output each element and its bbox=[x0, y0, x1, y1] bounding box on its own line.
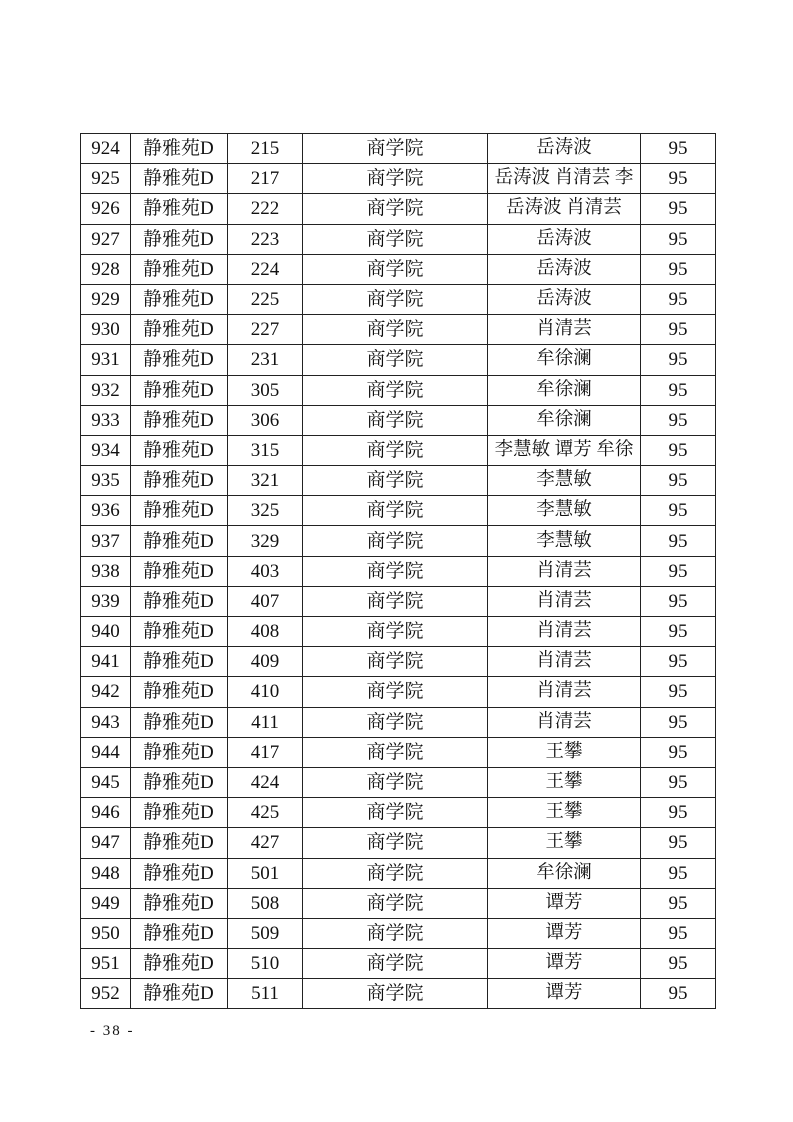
building-cell: 静雅苑D bbox=[131, 979, 228, 1009]
row-number-cell: 945 bbox=[81, 767, 131, 797]
table-row bbox=[81, 164, 716, 194]
score-cell: 95 bbox=[641, 707, 716, 737]
college-cell: 商学院 bbox=[303, 798, 488, 828]
score-cell: 95 bbox=[641, 284, 716, 314]
teacher-names: 肖清芸 bbox=[536, 711, 592, 732]
building-cell: 静雅苑D bbox=[131, 375, 228, 405]
room-number-cell: 511 bbox=[228, 979, 303, 1009]
college-cell: 商学院 bbox=[303, 435, 488, 465]
teacher-cell bbox=[488, 345, 641, 375]
score-cell: 95 bbox=[641, 586, 716, 616]
table-row bbox=[81, 979, 716, 1009]
teacher-names: 谭芳 bbox=[545, 892, 583, 913]
teacher-names: 王攀 bbox=[545, 802, 583, 823]
building-cell: 静雅苑D bbox=[131, 315, 228, 345]
teacher-cell bbox=[488, 828, 641, 858]
teacher-names: 李慧敏 bbox=[536, 470, 592, 491]
teacher-names: 王攀 bbox=[545, 741, 583, 762]
table-row bbox=[81, 405, 716, 435]
room-number-cell: 410 bbox=[228, 677, 303, 707]
room-number-cell: 411 bbox=[228, 707, 303, 737]
score-cell: 95 bbox=[641, 677, 716, 707]
building-cell: 静雅苑D bbox=[131, 526, 228, 556]
college-cell: 商学院 bbox=[303, 315, 488, 345]
table-row bbox=[81, 345, 716, 375]
building-cell: 静雅苑D bbox=[131, 556, 228, 586]
teacher-names: 谭芳 bbox=[545, 953, 583, 974]
teacher-cell bbox=[488, 194, 641, 224]
teacher-names: 岳涛波 肖清芸 李 bbox=[494, 168, 634, 189]
room-number-cell: 315 bbox=[228, 435, 303, 465]
building-cell: 静雅苑D bbox=[131, 224, 228, 254]
teacher-names: 牟徐澜 bbox=[536, 349, 592, 370]
teacher-cell bbox=[488, 798, 641, 828]
room-number-cell: 223 bbox=[228, 224, 303, 254]
room-number-cell: 222 bbox=[228, 194, 303, 224]
score-cell: 95 bbox=[641, 496, 716, 526]
college-cell: 商学院 bbox=[303, 556, 488, 586]
building-cell: 静雅苑D bbox=[131, 134, 228, 164]
college-cell: 商学院 bbox=[303, 888, 488, 918]
teacher-cell bbox=[488, 949, 641, 979]
row-number-cell: 938 bbox=[81, 556, 131, 586]
teacher-names: 肖清芸 bbox=[536, 651, 592, 672]
room-number-cell: 508 bbox=[228, 888, 303, 918]
score-cell: 95 bbox=[641, 949, 716, 979]
building-cell: 静雅苑D bbox=[131, 284, 228, 314]
table-row bbox=[81, 284, 716, 314]
college-cell: 商学院 bbox=[303, 767, 488, 797]
room-number-cell: 510 bbox=[228, 949, 303, 979]
score-cell: 95 bbox=[641, 254, 716, 284]
building-cell: 静雅苑D bbox=[131, 435, 228, 465]
score-cell: 95 bbox=[641, 617, 716, 647]
teacher-names: 王攀 bbox=[545, 772, 583, 793]
table-row bbox=[81, 949, 716, 979]
row-number-cell: 948 bbox=[81, 858, 131, 888]
building-cell: 静雅苑D bbox=[131, 496, 228, 526]
row-number-cell: 925 bbox=[81, 164, 131, 194]
teacher-cell bbox=[488, 918, 641, 948]
college-cell: 商学院 bbox=[303, 375, 488, 405]
college-cell: 商学院 bbox=[303, 194, 488, 224]
teacher-cell bbox=[488, 496, 641, 526]
college-cell: 商学院 bbox=[303, 918, 488, 948]
college-cell: 商学院 bbox=[303, 737, 488, 767]
building-cell: 静雅苑D bbox=[131, 707, 228, 737]
row-number-cell: 952 bbox=[81, 979, 131, 1009]
teacher-cell bbox=[488, 405, 641, 435]
room-number-cell: 215 bbox=[228, 134, 303, 164]
teacher-names: 肖清芸 bbox=[536, 590, 592, 611]
table-row bbox=[81, 858, 716, 888]
teacher-cell bbox=[488, 888, 641, 918]
row-number-cell: 931 bbox=[81, 345, 131, 375]
dormitory-score-table bbox=[80, 133, 716, 1009]
row-number-cell: 930 bbox=[81, 315, 131, 345]
teacher-names: 李慧敏 bbox=[536, 500, 592, 521]
row-number-cell: 926 bbox=[81, 194, 131, 224]
score-cell: 95 bbox=[641, 224, 716, 254]
score-cell: 95 bbox=[641, 888, 716, 918]
score-cell: 95 bbox=[641, 134, 716, 164]
building-cell: 静雅苑D bbox=[131, 677, 228, 707]
college-cell: 商学院 bbox=[303, 405, 488, 435]
score-cell: 95 bbox=[641, 798, 716, 828]
row-number-cell: 942 bbox=[81, 677, 131, 707]
college-cell: 商学院 bbox=[303, 828, 488, 858]
building-cell: 静雅苑D bbox=[131, 466, 228, 496]
teacher-cell bbox=[488, 164, 641, 194]
teacher-names: 牟徐澜 bbox=[536, 862, 592, 883]
building-cell: 静雅苑D bbox=[131, 767, 228, 797]
teacher-cell bbox=[488, 707, 641, 737]
college-cell: 商学院 bbox=[303, 858, 488, 888]
teacher-names: 岳涛波 bbox=[536, 138, 592, 159]
teacher-cell bbox=[488, 556, 641, 586]
row-number-cell: 935 bbox=[81, 466, 131, 496]
score-cell: 95 bbox=[641, 164, 716, 194]
table-row bbox=[81, 828, 716, 858]
room-number-cell: 224 bbox=[228, 254, 303, 284]
room-number-cell: 501 bbox=[228, 858, 303, 888]
row-number-cell: 936 bbox=[81, 496, 131, 526]
teacher-cell bbox=[488, 284, 641, 314]
score-cell: 95 bbox=[641, 647, 716, 677]
room-number-cell: 417 bbox=[228, 737, 303, 767]
score-cell: 95 bbox=[641, 194, 716, 224]
score-cell: 95 bbox=[641, 345, 716, 375]
table-row bbox=[81, 767, 716, 797]
teacher-names: 牟徐澜 bbox=[536, 409, 592, 430]
college-cell: 商学院 bbox=[303, 224, 488, 254]
room-number-cell: 321 bbox=[228, 466, 303, 496]
table-row bbox=[81, 647, 716, 677]
row-number-cell: 943 bbox=[81, 707, 131, 737]
table-row bbox=[81, 435, 716, 465]
room-number-cell: 231 bbox=[228, 345, 303, 375]
teacher-names: 牟徐澜 bbox=[536, 379, 592, 400]
college-cell: 商学院 bbox=[303, 526, 488, 556]
teacher-cell bbox=[488, 677, 641, 707]
teacher-cell bbox=[488, 466, 641, 496]
teacher-cell bbox=[488, 224, 641, 254]
row-number-cell: 939 bbox=[81, 586, 131, 616]
teacher-names: 谭芳 bbox=[545, 922, 583, 943]
row-number-cell: 941 bbox=[81, 647, 131, 677]
building-cell: 静雅苑D bbox=[131, 949, 228, 979]
college-cell: 商学院 bbox=[303, 254, 488, 284]
building-cell: 静雅苑D bbox=[131, 617, 228, 647]
table-row bbox=[81, 526, 716, 556]
score-cell: 95 bbox=[641, 375, 716, 405]
room-number-cell: 329 bbox=[228, 526, 303, 556]
row-number-cell: 951 bbox=[81, 949, 131, 979]
teacher-names: 肖清芸 bbox=[536, 681, 592, 702]
college-cell: 商学院 bbox=[303, 586, 488, 616]
row-number-cell: 924 bbox=[81, 134, 131, 164]
room-number-cell: 408 bbox=[228, 617, 303, 647]
table-row bbox=[81, 194, 716, 224]
teacher-cell bbox=[488, 737, 641, 767]
score-cell: 95 bbox=[641, 405, 716, 435]
table-row bbox=[81, 466, 716, 496]
table-row bbox=[81, 677, 716, 707]
teacher-names: 王攀 bbox=[545, 832, 583, 853]
teacher-names: 岳涛波 bbox=[536, 289, 592, 310]
teacher-cell bbox=[488, 617, 641, 647]
score-cell: 95 bbox=[641, 435, 716, 465]
building-cell: 静雅苑D bbox=[131, 798, 228, 828]
row-number-cell: 928 bbox=[81, 254, 131, 284]
teacher-cell bbox=[488, 254, 641, 284]
teacher-cell bbox=[488, 526, 641, 556]
college-cell: 商学院 bbox=[303, 979, 488, 1009]
building-cell: 静雅苑D bbox=[131, 647, 228, 677]
building-cell: 静雅苑D bbox=[131, 254, 228, 284]
college-cell: 商学院 bbox=[303, 284, 488, 314]
building-cell: 静雅苑D bbox=[131, 345, 228, 375]
room-number-cell: 409 bbox=[228, 647, 303, 677]
teacher-cell bbox=[488, 134, 641, 164]
row-number-cell: 927 bbox=[81, 224, 131, 254]
teacher-names: 岳涛波 bbox=[536, 258, 592, 279]
table-row bbox=[81, 617, 716, 647]
score-cell: 95 bbox=[641, 979, 716, 1009]
row-number-cell: 929 bbox=[81, 284, 131, 314]
building-cell: 静雅苑D bbox=[131, 164, 228, 194]
room-number-cell: 325 bbox=[228, 496, 303, 526]
row-number-cell: 937 bbox=[81, 526, 131, 556]
teacher-cell bbox=[488, 375, 641, 405]
college-cell: 商学院 bbox=[303, 617, 488, 647]
teacher-names: 李慧敏 谭芳 牟徐 bbox=[494, 439, 634, 460]
room-number-cell: 227 bbox=[228, 315, 303, 345]
teacher-cell bbox=[488, 767, 641, 797]
room-number-cell: 217 bbox=[228, 164, 303, 194]
teacher-names: 岳涛波 bbox=[536, 228, 592, 249]
teacher-cell bbox=[488, 858, 641, 888]
building-cell: 静雅苑D bbox=[131, 828, 228, 858]
score-cell: 95 bbox=[641, 737, 716, 767]
college-cell: 商学院 bbox=[303, 134, 488, 164]
teacher-cell bbox=[488, 435, 641, 465]
table-row bbox=[81, 556, 716, 586]
room-number-cell: 306 bbox=[228, 405, 303, 435]
teacher-names: 李慧敏 bbox=[536, 530, 592, 551]
score-cell: 95 bbox=[641, 858, 716, 888]
teacher-cell bbox=[488, 647, 641, 677]
college-cell: 商学院 bbox=[303, 345, 488, 375]
teacher-names: 肖清芸 bbox=[536, 560, 592, 581]
teacher-names: 岳涛波 肖清芸 bbox=[506, 198, 622, 219]
table-row bbox=[81, 707, 716, 737]
score-cell: 95 bbox=[641, 466, 716, 496]
teacher-cell bbox=[488, 315, 641, 345]
teacher-names: 谭芳 bbox=[545, 983, 583, 1004]
score-cell: 95 bbox=[641, 767, 716, 797]
row-number-cell: 949 bbox=[81, 888, 131, 918]
score-cell: 95 bbox=[641, 556, 716, 586]
room-number-cell: 427 bbox=[228, 828, 303, 858]
table-row bbox=[81, 737, 716, 767]
building-cell: 静雅苑D bbox=[131, 405, 228, 435]
college-cell: 商学院 bbox=[303, 466, 488, 496]
score-cell: 95 bbox=[641, 918, 716, 948]
row-number-cell: 932 bbox=[81, 375, 131, 405]
building-cell: 静雅苑D bbox=[131, 586, 228, 616]
teacher-cell bbox=[488, 979, 641, 1009]
score-cell: 95 bbox=[641, 828, 716, 858]
college-cell: 商学院 bbox=[303, 677, 488, 707]
teacher-names: 肖清芸 bbox=[536, 319, 592, 340]
room-number-cell: 403 bbox=[228, 556, 303, 586]
row-number-cell: 947 bbox=[81, 828, 131, 858]
table-row bbox=[81, 315, 716, 345]
table-row bbox=[81, 586, 716, 616]
score-cell: 95 bbox=[641, 526, 716, 556]
table-row bbox=[81, 888, 716, 918]
building-cell: 静雅苑D bbox=[131, 194, 228, 224]
row-number-cell: 944 bbox=[81, 737, 131, 767]
table-row bbox=[81, 798, 716, 828]
table-row bbox=[81, 254, 716, 284]
room-number-cell: 425 bbox=[228, 798, 303, 828]
college-cell: 商学院 bbox=[303, 647, 488, 677]
table-row bbox=[81, 918, 716, 948]
college-cell: 商学院 bbox=[303, 164, 488, 194]
row-number-cell: 933 bbox=[81, 405, 131, 435]
row-number-cell: 940 bbox=[81, 617, 131, 647]
table-row bbox=[81, 224, 716, 254]
score-cell: 95 bbox=[641, 315, 716, 345]
building-cell: 静雅苑D bbox=[131, 737, 228, 767]
row-number-cell: 934 bbox=[81, 435, 131, 465]
college-cell: 商学院 bbox=[303, 949, 488, 979]
room-number-cell: 424 bbox=[228, 767, 303, 797]
college-cell: 商学院 bbox=[303, 496, 488, 526]
page-number: - 38 - bbox=[90, 1023, 135, 1039]
building-cell: 静雅苑D bbox=[131, 918, 228, 948]
teacher-names: 肖清芸 bbox=[536, 621, 592, 642]
table-row bbox=[81, 496, 716, 526]
college-cell: 商学院 bbox=[303, 707, 488, 737]
room-number-cell: 509 bbox=[228, 918, 303, 948]
table-body bbox=[81, 134, 716, 1009]
row-number-cell: 950 bbox=[81, 918, 131, 948]
teacher-cell bbox=[488, 586, 641, 616]
room-number-cell: 407 bbox=[228, 586, 303, 616]
row-number-cell: 946 bbox=[81, 798, 131, 828]
table-row bbox=[81, 134, 716, 164]
building-cell: 静雅苑D bbox=[131, 888, 228, 918]
room-number-cell: 225 bbox=[228, 284, 303, 314]
table-row bbox=[81, 375, 716, 405]
building-cell: 静雅苑D bbox=[131, 858, 228, 888]
room-number-cell: 305 bbox=[228, 375, 303, 405]
